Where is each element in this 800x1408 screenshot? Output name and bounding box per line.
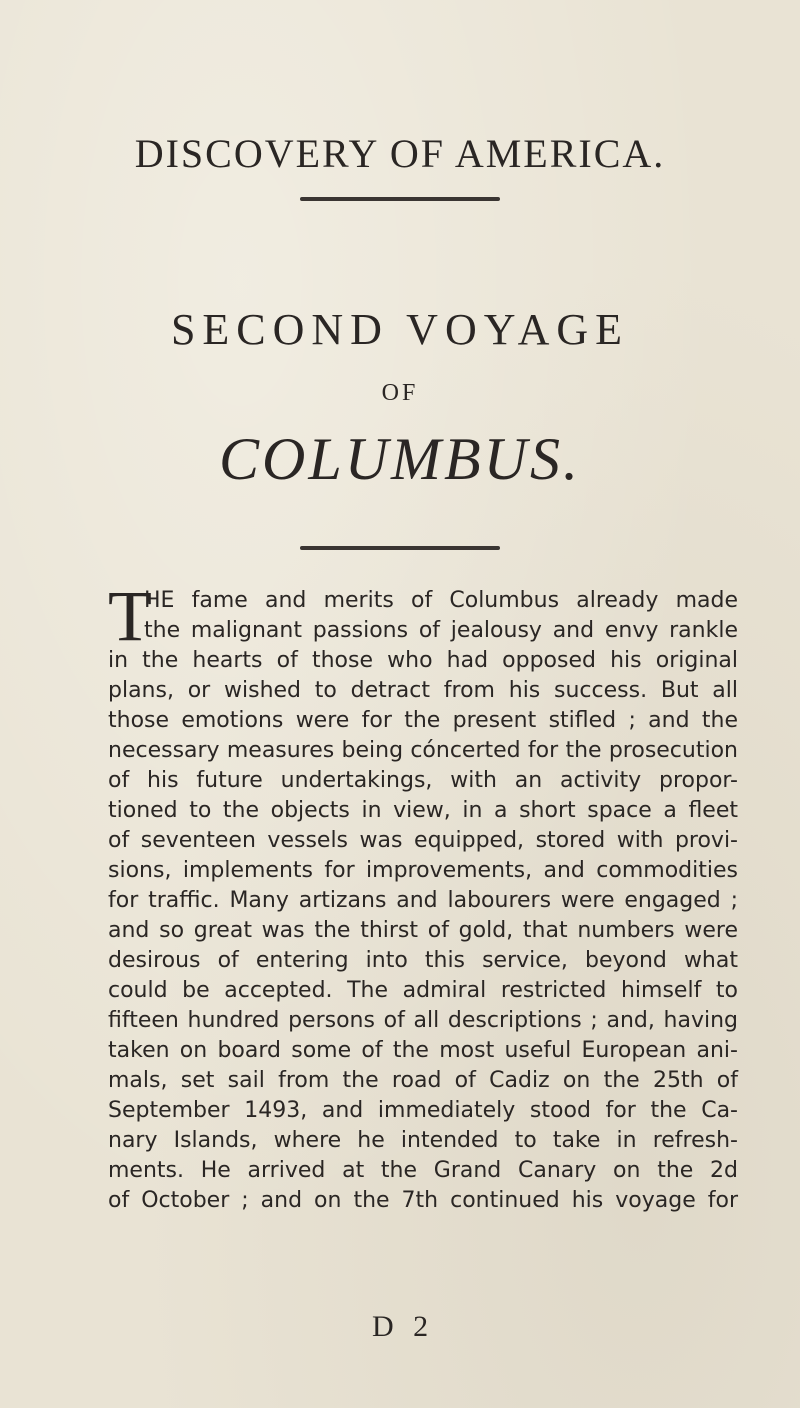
text-line: of seventeen vessels was equipped, stored with provi- bbox=[108, 828, 738, 853]
text-line: in the hearts of those who had opposed his original bbox=[108, 648, 738, 673]
text-line: and so great was the thirst of gold, that numbers were bbox=[108, 918, 738, 943]
text-line: fifteen hundred persons of all descriptions ; and, having bbox=[108, 1008, 738, 1033]
text-line: of October ; and on the 7th continued his voyage for bbox=[108, 1188, 738, 1213]
text-line: those emotions were for the present stifled ; and the bbox=[108, 708, 738, 733]
text-line: could be accepted. The admiral restricted himself to bbox=[108, 978, 738, 1003]
text-line: of his future undertakings, with an activity propor- bbox=[108, 768, 738, 793]
text-line: nary Islands, where he intended to take in refresh- bbox=[108, 1128, 738, 1153]
text-line: HE fame and merits of Columbus already made bbox=[144, 588, 738, 613]
text-line: desirous of entering into this service, beyond what bbox=[108, 948, 738, 973]
text-line: mals, set sail from the road of Cadiz on the 25th of bbox=[108, 1068, 738, 1093]
chapter-title-line3: COLUMBUS. bbox=[218, 426, 581, 492]
text-line: necessary measures being cóncerted for the prosecution bbox=[108, 738, 738, 763]
drop-cap: T bbox=[108, 576, 152, 656]
text-line: the malignant passions of jealousy and envy rankle bbox=[144, 618, 738, 643]
text-line: ments. He arrived at the Grand Canary on the 2d bbox=[108, 1158, 738, 1183]
text-line: plans, or wished to detract from his success. But all bbox=[108, 678, 738, 703]
text-line: tioned to the objects in view, in a short space a fleet bbox=[108, 798, 738, 823]
ornamental-rule-middle bbox=[300, 546, 500, 550]
text-line: sions, implements for improvements, and commodities bbox=[108, 858, 738, 883]
running-head: DISCOVERY OF AMERICA. bbox=[134, 131, 666, 176]
signature-mark: D 2 bbox=[372, 1310, 435, 1343]
text-line: for traffic. Many artizans and labourers were engaged ; bbox=[108, 888, 738, 913]
chapter-title-line2: OF bbox=[381, 380, 419, 406]
body-paragraph bbox=[108, 586, 738, 1216]
ornamental-rule-top bbox=[300, 197, 500, 201]
text-line: September 1493, and immediately stood for the Ca- bbox=[108, 1098, 738, 1123]
text-line: taken on board some of the most useful European ani- bbox=[108, 1038, 738, 1063]
chapter-title-line1: SECOND VOYAGE bbox=[170, 305, 630, 354]
